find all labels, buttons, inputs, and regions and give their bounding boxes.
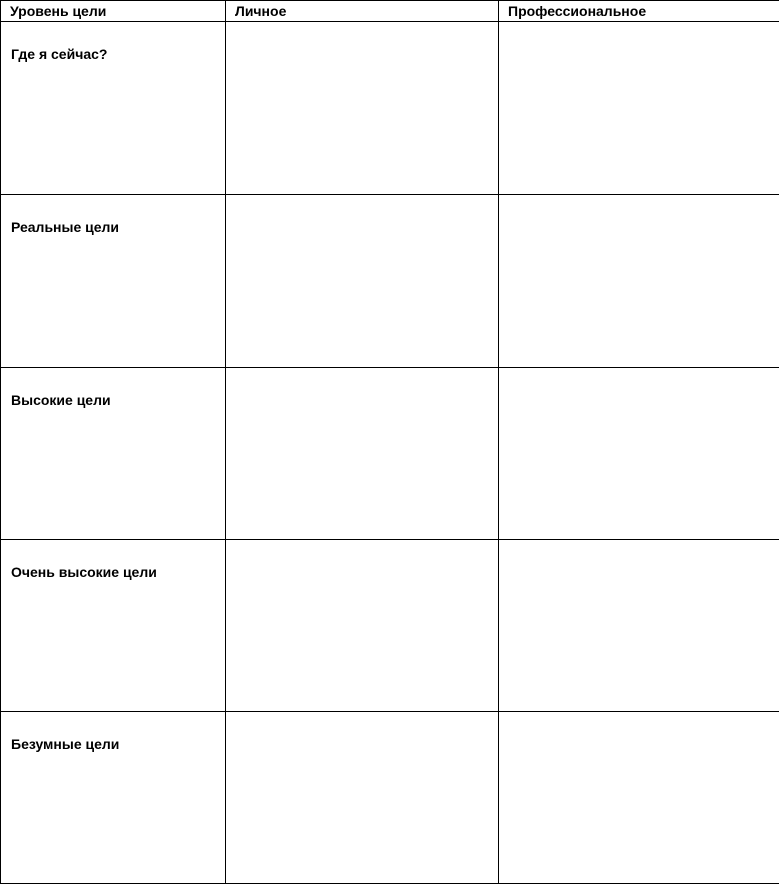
table-row <box>1 368 779 540</box>
professional-cell[interactable] <box>499 195 779 368</box>
personal-cell[interactable] <box>226 368 499 540</box>
personal-cell[interactable] <box>226 540 499 712</box>
table-row <box>1 540 779 712</box>
header-professional: Профессиональное <box>499 1 779 22</box>
professional-cell[interactable] <box>499 368 779 540</box>
row-label: Где я сейчас? <box>11 46 108 62</box>
row-label: Реальные цели <box>11 219 120 235</box>
row-label-cell <box>1 368 226 540</box>
table-row <box>1 22 779 195</box>
personal-cell[interactable] <box>226 22 499 195</box>
professional-cell[interactable] <box>499 540 779 712</box>
row-label-cell <box>1 712 226 884</box>
table-header-row <box>1 1 779 22</box>
row-label: Безумные цели <box>11 736 120 752</box>
professional-cell[interactable] <box>499 712 779 884</box>
row-label: Очень высокие цели <box>11 564 157 580</box>
personal-cell[interactable] <box>226 195 499 368</box>
table-row <box>1 195 779 368</box>
header-personal: Личное <box>226 1 499 22</box>
row-label-cell <box>1 22 226 195</box>
header-goal-level: Уровень цели <box>1 1 226 22</box>
table-row <box>1 712 779 884</box>
personal-cell[interactable] <box>226 712 499 884</box>
professional-cell[interactable] <box>499 22 779 195</box>
row-label: Высокие цели <box>11 392 111 408</box>
row-label-cell <box>1 540 226 712</box>
row-label-cell <box>1 195 226 368</box>
